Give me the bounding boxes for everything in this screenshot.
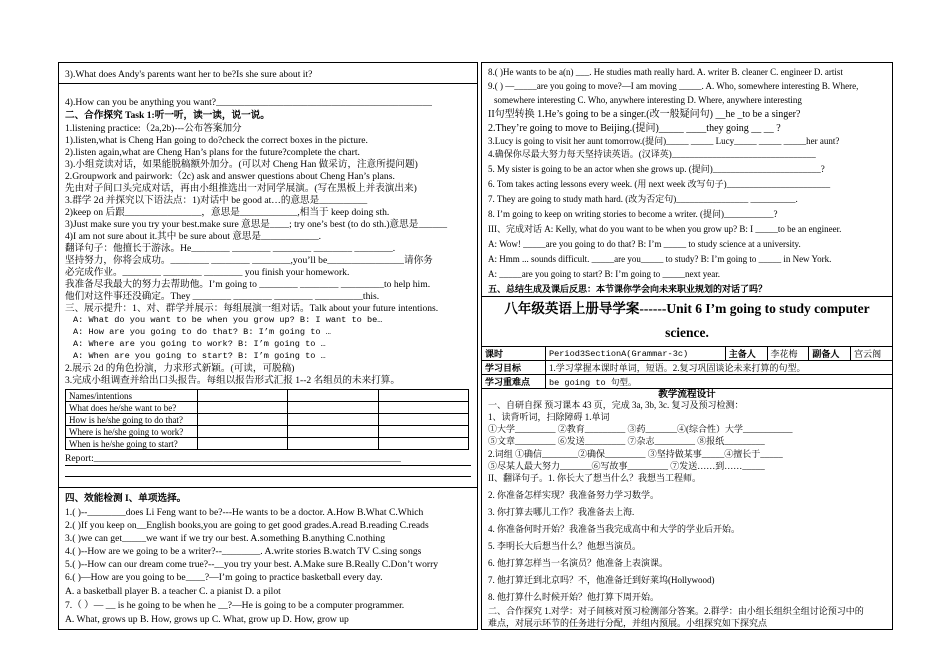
listening-step-3: 3).小组竞读对话，如果能脱稿额外加分。(可以对 Cheng Han 做采访，注意所提问题) [65,159,418,170]
page-title-2: science. [665,325,709,340]
translate-1: 翻译句子：他擅长于游泳。He________ ________ ________ ________ ________. [65,243,396,254]
translate-4: 我准备尽我最大的努力去帮助他。I’m going to ________ ________ _________to help him. [65,279,431,290]
mc-question: 3.( )we can get_____we want if we try our best. A.something B.anything C.nothing [65,533,386,544]
answer-line [59,83,477,84]
page-title: 八年级英语上册导学案------Unit 6 I’m going to study computer [504,301,870,316]
question-8: 8.( )He wants to be a(n) ___. He studies math really hard. A. writer B. cleaner C. engineer D. artist [488,67,843,77]
survey-header: Names/intentions [66,390,198,402]
transform-8: 8. I’m going to keep on writing stories to become a writer. (提问)___________? [488,209,778,219]
vocab-title: 1、读背听词，扫除障碍 1.单词 [488,412,610,422]
grammar-2: 2)keep on 后跟________________，意思是____________,相当于 keep doing sth. [65,207,390,218]
answer-line [65,476,471,477]
phrases-2: ⑤尽某人最大努力_______⑥写故事_________ ⑦发送……到……_____ [488,461,765,471]
goal-text: 1.学习掌握本课时单词，短语。2.复习巩固谈论未来打算的句型。 [545,361,892,375]
listening-step-1: 1).listen,what is Cheng Han going to do?check the correct boxes in the picture. [65,135,368,146]
translation-item: 4. 你准备何时开始？我准备当我完成高中和大学的学业后开始。 [488,524,741,534]
section-5-title: 五、总结生成及课后反思：本节课你学会向未来职业规划的对话了吗？ [488,284,768,294]
translation-item: 2. 你准备怎样实现？我准备努力学习数学。 [488,490,660,500]
dialogue-2: A: Wow! _____are you going to do that? B: I’m _____ to study science at a university. [488,239,801,249]
listening-practice: 1.listening practice:（2a,2b)---公布答案加分 [65,123,242,134]
mc-question: 5.( )--How can our dream come true?--__you try your best. A.Make sure B.Really C.Don’t worry [65,559,439,570]
mc-question: 2.( )If you keep on__English books,you are going to get good grades.A.read B.reading C.reads [65,520,429,531]
translation-item: 8. 他打算什么时候开始？他打算下周开始。 [488,592,660,602]
question-9-options: somewhere interesting C. Who, anywhere interesting D. Where, anywhere interesting [494,95,802,105]
left-worksheet-panel [58,62,478,630]
grammar-1: 3.群学 2d 并探究以下语法点：1)对话中 be good at…的意思是__________ [65,195,368,206]
transform-1: II句型转换 1.He’s going to be a singer.(改一般疑问句) __he _to be a singer? [488,109,801,120]
question-4: 4).How can you be anything you want?_____________________________________________ [65,97,432,108]
lesson-info-table [481,346,893,389]
translate-3: 必完成作业。________ ________ ________ you finish your homework. [65,267,350,278]
dialogue-line-1: A: What do you want to be when you grow up? B: I want to be… [73,315,383,325]
key-text: be going to 句型。 [545,375,892,389]
translation-item: 6. 他打算怎样当一名演员？他准备上表演课。 [488,558,669,568]
phrases-1: 2.词组 ①确信________②确保_________ ③坚持做某事_____④擅长于_____ [488,449,783,459]
survey-row: When is he/she going to start? [66,438,198,450]
transform-4: 4.确保你尽最大努力每天坚持读英语。(汉译英)________________________________ [488,149,816,159]
roleplay-note: 2.展示 2d 的角色扮演，力求形式新颖。(可读，可脱稿) [65,363,295,374]
flow-title: 教学流程设计 [658,389,716,400]
vocab-words-1: ①大学_________ ②教育_________ ③药_______④(综合性）大学___________ [488,424,793,434]
transform-2: 2.They’re going to move to Beijing.(提问)_____ ____they going __ __ ? [488,123,781,134]
info-value: 李花梅 [767,347,809,361]
answer-line [65,465,471,466]
dialogue-line-4: A: When are you going to start? B: I’m going to … [73,351,326,361]
grammar-3: 3)Just make sure you try your best.make sure 意思是____; try one’s best (to do sth.)意思是______ [65,219,448,230]
grammar-4: 4)I am not sure about it.其中 be sure about 意思是____________. [65,231,322,242]
translation-item: 5. 李明长大后想当什么？他想当演员。 [488,541,642,551]
survey-table [65,389,469,450]
transform-5: 5. My sister is going to be an actor when she grows up. (提问)________________________? [488,164,825,174]
mc-question: 7.（ ）— __ is he going to be when he __?—He is going to be a computer programmer. [65,600,405,611]
question-3: 3).What does Andy's parents want her to be?Is she sure about it? [65,69,313,80]
listening-step-2: 2).listen again,what are Cheng Han’s plans for the future?complete the chart. [65,147,360,158]
transform-6: 6. Tom takes acting lessons every week. (用 next week 改写句子)_______________________ [488,179,831,189]
vocab-words-2: ⑤文章_________ ⑥发送_________ ⑦杂志_________ ⑧报纸_________ [488,436,765,446]
translation-title: II、翻译句子。1. 你长大了想当什么？我想当工程师。 [488,473,701,483]
dialogue-3: A: Hmm ... sounds difficult. _____are you_____ to study? B: I’m going to _____ in New York. [488,254,832,264]
report-line: Report:________________________________________________________________ [65,453,401,464]
section-4-title: 四、效能检测 I、单项选择。 [65,493,187,504]
translation-item: 7. 他打算迁到北京吗？不，他准备迁到好莱坞(Hollywood) [488,575,715,585]
self-study-title: 一、自研自探 预习课本 43 页，完成 3a, 3b, 3c. 复习及预习检测： [488,400,744,410]
question-9: 9.( ) —_____are you going to move?—I am moving _____. A. Who, somewhere interesting B. Where, [488,81,859,91]
mc-options: A. a basketball player B. a teacher C. a pianist D. a pilot [65,586,281,597]
mc-options: A. What, grows up B. How, grows up C. What, grow up D. How, grow up [65,614,349,625]
groupwork: 2.Groupwork and pairwork:（2c) ask and answer questions about Cheng Han’s plans. [65,171,395,182]
translation-item: 3. 你打算去哪儿工作？我准备去上海. [488,507,635,517]
survey-row: How is he/she going to do that? [66,414,198,426]
cooperation-title: 二、合作探究 1.对学：对子间核对预习检测部分答案。2.群学：由小组长组织全组讨论预习中的 [488,606,864,616]
dialogue-4: A: _____are you going to start? B: I’m going to _____next year. [488,269,720,279]
survey-row: Where is he/she going to work? [66,426,198,438]
mc-question: 1.( )--________does Li Feng want to be?---He wants to be a doctor. A.How B.What C.Which [65,507,424,518]
groupwork-note: 先由对子间口头完成对话，再由小组推选出一对同学展演。(写在黑板上并表演出来) [65,183,417,194]
dialogue-line-2: A: How are you going to do that? B: I’m going to … [73,327,331,337]
right-worksheet-panel [481,62,893,630]
dialogue-line-3: A: Where are you going to work? B: I’m going to … [73,339,326,349]
info-label: 副备人 [809,347,851,361]
transform-3: 3.Lucy is going to visit her aunt tomorrow.(提问)_____ _____ Lucy_____ _____ _____her aunt? [488,136,840,146]
transform-7: 7. They are going to study math hard. (改为否定句)________________ __________. [488,194,798,204]
info-value: Period3SectionA(Grammar-3c) [545,347,725,361]
info-value: 宫云阁 [851,347,893,361]
dialogue-1: III、完成对话 A: Kelly, what do you want to be when you grow up? B: I _____to be an engineer. [488,224,842,234]
goal-label: 学习目标 [482,361,546,375]
divider [59,487,477,488]
survey-note: 3.完成小组调查并给出口头报告。每组以报告形式汇报 1--2 名组员的未来打算。 [65,375,400,386]
info-label: 主备人 [725,347,767,361]
translate-5: 他们对这件事还没确定。They ________ ________ ________ __________this. [65,291,380,302]
section-2-title: 二、合作探究 Task 1:听一听，读一读，说一说。 [65,110,270,121]
survey-row: What does he/she want to be? [66,402,198,414]
mc-question: 4.( )--How are we going to be a writer?--________. A.write stories B.watch TV C.sing songs [65,546,422,557]
mc-question: 6.( )—How are you going to be____?—I’m going to practice basketball every day. [65,572,383,583]
translate-2: 坚持努力，你将会成功。________ ________ ________,you’ll be________________请你务 [65,255,433,266]
section-3-title: 三、展示提升：1、对、群学并展示：每组展演一组对话。Talk about your future intentions. [65,303,439,314]
cooperation-title-2: 难点，对展示环节的任务进行分配，并组内预展。小组探究如下探究点 [488,618,768,628]
key-label: 学习重难点 [482,375,546,389]
info-label: 课时 [482,347,546,361]
divider [482,296,892,297]
